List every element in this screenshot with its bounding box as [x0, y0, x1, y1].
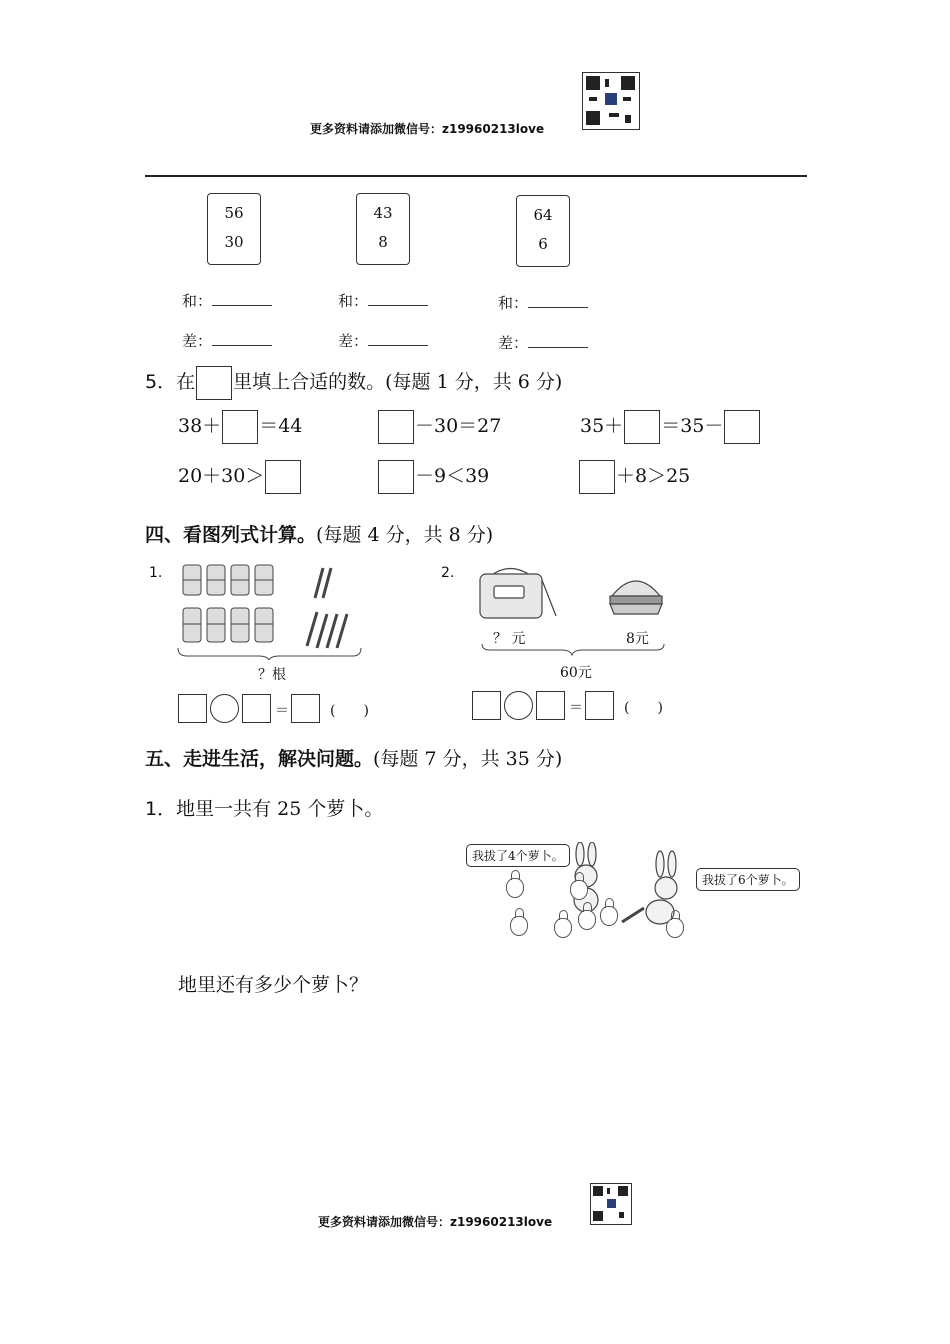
equation-1 — [178, 410, 302, 444]
q5-prefix: 在 — [176, 371, 196, 393]
problem1-label: 1. — [149, 565, 163, 581]
number-card — [356, 193, 410, 265]
header-divider — [145, 175, 807, 177]
diff-answer-line[interactable] — [182, 330, 272, 351]
answer-box[interactable] — [724, 410, 760, 444]
carrot-icon — [510, 916, 528, 936]
carrot-icon — [570, 880, 588, 900]
eq-part: 35＋ — [580, 415, 624, 437]
number-card — [516, 195, 570, 267]
equals-sign: ＝ — [275, 703, 289, 719]
problem-number: 1． — [145, 798, 177, 820]
sum-label: 和： — [182, 292, 213, 310]
operator-circle[interactable] — [504, 691, 533, 720]
header-text: 更多资料请添加微信号：z19960213love — [310, 122, 545, 136]
stick-bundle-icon — [183, 565, 201, 595]
answer-box[interactable] — [378, 460, 414, 494]
answer-box[interactable] — [378, 410, 414, 444]
qr-code-icon — [590, 1183, 632, 1225]
speech-bubble-right: 我拔了6个萝卜。 — [696, 868, 800, 891]
qr-code-icon — [582, 72, 640, 130]
card-bottom-number: 30 — [224, 233, 244, 251]
eq-part: 20＋30＞ — [178, 465, 265, 487]
equals-sign: ＝ — [569, 700, 583, 716]
section4-heading: 四、看图列式计算。 — [145, 524, 317, 546]
stick-bundle-icon — [255, 608, 273, 642]
sum-label: 和： — [338, 292, 369, 310]
card-bottom-number: 8 — [378, 233, 388, 251]
stick-bundle-icon — [255, 565, 273, 595]
problem-text: 地里一共有 25 个萝卜。 — [176, 798, 384, 820]
eq-part: 38＋ — [178, 415, 222, 437]
expression-box[interactable] — [178, 694, 207, 723]
burger-price: 8元 — [626, 631, 649, 647]
answer-box[interactable] — [222, 410, 258, 444]
card-top-number: 64 — [533, 206, 553, 224]
equation-4 — [178, 460, 302, 494]
q5-suffix: 里填上合适的数。 — [233, 371, 386, 393]
diff-label: 差： — [182, 332, 213, 350]
q5-instruction — [145, 366, 562, 400]
section5-heading: 五、走进生活，解决问题。 — [145, 748, 374, 770]
school-bag-icon — [480, 569, 556, 619]
carrot-icon — [506, 878, 524, 898]
unit-paren[interactable]: ( ) — [330, 703, 369, 719]
section5-score: (每题 7 分，共 35 分) — [373, 748, 563, 770]
result-box[interactable] — [585, 691, 614, 720]
problem1-caption: ？根 — [258, 667, 286, 683]
equation-5 — [377, 460, 489, 494]
eq-part: －30＝27 — [415, 415, 502, 437]
eq-part: －9＜39 — [415, 465, 490, 487]
question-text: 地里还有多少个萝卜？ — [178, 974, 369, 996]
carrot-icon — [578, 910, 596, 930]
operator-circle[interactable] — [210, 694, 239, 723]
stick-bundle-icon — [231, 608, 249, 642]
section4-score: (每题 4 分，共 8 分) — [316, 524, 494, 546]
card-bottom-number: 6 — [538, 235, 548, 253]
section4-title — [145, 520, 493, 547]
sum-answer-line[interactable] — [338, 290, 428, 311]
example-box — [196, 366, 232, 400]
answer-box[interactable] — [579, 460, 615, 494]
sum-label: 和： — [498, 294, 529, 312]
eq-part: ＋8＞25 — [616, 465, 691, 487]
unit-paren[interactable]: ( ) — [624, 700, 663, 716]
answer-box[interactable] — [624, 410, 660, 444]
speech-bubble-left: 我拔了4个萝卜。 — [466, 844, 570, 867]
q5-number: 5． — [145, 371, 177, 393]
sticks-illustration — [175, 560, 375, 660]
q5-score: (每题 1 分，共 6 分) — [385, 371, 563, 393]
number-card — [207, 193, 261, 265]
equation-6 — [578, 460, 690, 494]
card-top-number: 56 — [224, 204, 244, 222]
sum-answer-line[interactable] — [498, 292, 588, 313]
problem2-label: 2. — [441, 565, 455, 581]
sum-answer-line[interactable] — [182, 290, 272, 311]
hamburger-icon — [610, 581, 662, 614]
equation-2 — [377, 410, 501, 444]
footer-text: 更多资料请添加微信号：z19960213love — [318, 1215, 553, 1229]
problem-statement — [145, 794, 383, 821]
carrot-icon — [600, 906, 618, 926]
equation-3 — [580, 410, 761, 444]
diff-label: 差： — [338, 332, 369, 350]
bag-price: ？ 元 — [493, 631, 526, 647]
expression-box[interactable] — [536, 691, 565, 720]
result-box[interactable] — [291, 694, 320, 723]
section5-title — [145, 744, 562, 771]
stick-bundle-icon — [207, 608, 225, 642]
diff-label: 差： — [498, 334, 529, 352]
card-top-number: 43 — [373, 204, 393, 222]
answer-box[interactable] — [265, 460, 301, 494]
stick-bundle-icon — [231, 565, 249, 595]
diff-answer-line[interactable] — [498, 332, 588, 353]
stick-bundle-icon — [183, 608, 201, 642]
carrot-icon — [554, 918, 572, 938]
expression-box[interactable] — [472, 691, 501, 720]
stick-bundle-icon — [207, 565, 225, 595]
diff-answer-line[interactable] — [338, 330, 428, 351]
total-price: 60元 — [560, 665, 592, 681]
expression-box[interactable] — [242, 694, 271, 723]
eq-part: ＝44 — [259, 415, 303, 437]
eq-part: ＝35－ — [661, 415, 724, 437]
carrot-icon — [666, 918, 684, 938]
